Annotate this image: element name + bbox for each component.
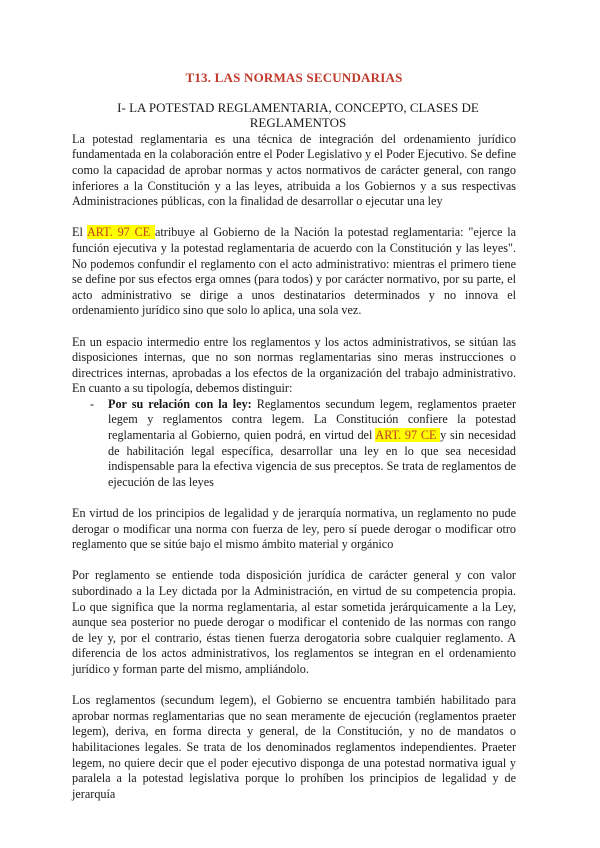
list-item-bold: Por su relación con la ley:: [108, 396, 252, 411]
list-item: [90, 396, 516, 491]
paragraph-definition: La potestad reglamentaria es una técnica de integración del ordenamiento jurídico fundamentada en la colaboración entre el Poder Legislativo y el Poder Ejecutivo. Se define como la capacidad de aprobar normas y actos normativos de carácter general, con rango inferiores a la Constitución y a las leyes, atribuida a los Gobiernos y a sus respectivas Administraciones públicas, con la finalidad de desarrollar o ejecutar una ley: [72, 131, 517, 209]
highlight-art97-list: ART. 97 CE: [375, 428, 441, 443]
paragraph-legality: En virtud de los principios de legalidad y de jerarquía normativa, un reglamento no pude derogar o modificar una norma con fuerza de ley, pero sí puede derogar o modificar otro reglamento que se sitúe bajo el mismo ámbito material y orgánico: [72, 506, 516, 552]
document-title: T13. LAS NORMAS SECUNDARIAS: [185, 70, 403, 85]
paragraph-art97-start: El: [72, 225, 87, 240]
section-heading: I- LA POTESTAD REGLAMENTARIA, CONCEPTO, CLASES DE REGLAMENTOS: [117, 99, 479, 131]
highlight-art97: ART. 97 CE: [86, 225, 155, 240]
typology-list: [72, 397, 516, 491]
list-item-text-2: y sin necesidad de habilitación legal específica, desarrollar una ley en lo que sea necesidad indispensable para la efectiva vigencia de sus preceptos. Se trata de reglamentos de ejecución de las leyes: [108, 428, 516, 489]
paragraph-internal-dispositions: En un espacio intermedio entre los reglamentos y los actos administrativos, se sitúan las disposiciones internas, que no son normas reglamentarias sino meras instrucciones o directrices internas, aprobadas a los efectos de la organización del trabajo administrativo. En cuanto a su tipología, debemos distinguir:: [72, 334, 516, 396]
paragraph-art97-rest: atribuye al Gobierno de la Nación la potestad reglamentaria: "ejerce la función ejecutiva y la potestad reglamentaria de acuerdo con la Constitución y las leyes". No podemos confundir el reglamento con el acto administrativo: mientras el primero tiene se define por sus efectos erga omnes (para todos) y por carácter normativo, por su parte, el acto administrativo se dirige a unos destinatarios determinados y no innova el ordenamiento jurídico sino que solo lo aplica, una sola vez.: [72, 225, 517, 318]
list-item-text-1: Reglamentos secundum legem, reglamentos praeter legem y reglamentos contra legem. La Constitución confiere la potestad reglamentaria al Gobierno, quien podrá, en virtud del: [108, 396, 516, 443]
paragraph-independent-regulations: Los reglamentos (secundum legem), el Gobierno se encuentra también habilitado para aprobar normas reglamentarias que no sean meramente de ejecución (reglamentos praeter legem), deriva, en forma directa y general, de la Constitución, y no de mandatos o habilitaciones legales. Se trata de los denominados reglamentos independientes. Praeter legem, no quiere decir que el poder ejecutivo disponga de una potestad normativa igual y paralela a la potestad legislativa porque lo prohíben los principios de legalidad y de jerarquía: [72, 693, 516, 801]
list-dash: -: [90, 396, 95, 411]
paragraph-regulation-definition: Por reglamento se entiende toda disposición jurídica de carácter general y con valor subordinado a la Ley dictada por la Administración, en virtud de su competencia propia. Lo que significa que la norma reglamentaria, al estar sometida jerárquicamente a la Ley, aunque sea posterior no puede derogar o modificar el contenido de las normas con rango de ley y, por el contrario, éstas tienen fuerza derogatoria sobre cualquier reglamento. A diferencia de los actos administrativos, los reglamentos se integran en el ordenamiento jurídico y forman parte del mismo, ampliándolo.: [72, 568, 516, 676]
paragraph-art97: [72, 225, 516, 319]
